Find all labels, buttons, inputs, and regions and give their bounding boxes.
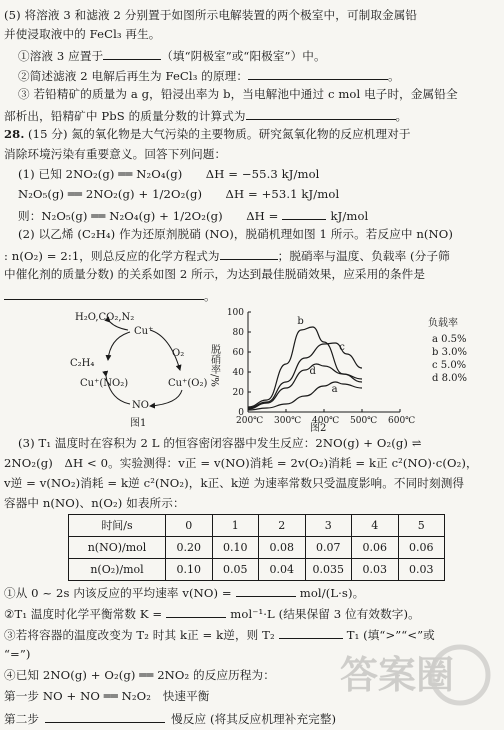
series-line-a (248, 382, 362, 410)
fig1-label-no: NO (132, 400, 149, 411)
question-3-4 (4, 712, 336, 726)
text-fragment: ②T₁ 温度时化学平衡常数 K = (4, 607, 163, 621)
chart-legend (428, 316, 467, 384)
figure-1-caption: 图1 (130, 418, 147, 428)
table-row (69, 537, 445, 559)
figure-1-cycle-diagram (70, 308, 220, 428)
answer-blank[interactable] (282, 209, 326, 220)
y-tick-label: 20 (232, 388, 244, 398)
text-fragment: T₁ (填“>”“<”或 (346, 628, 435, 642)
answer-blank[interactable] (103, 49, 161, 60)
text-fragment: 部析出，铅精矿中 PbS 的质量分数的计算式为 (4, 109, 246, 123)
text-line: 第一步 NO + NO ══ N₂O₂ 快速平衡 (4, 689, 210, 703)
figure-2-caption: 图2 (310, 423, 327, 432)
fig1-label-o2: O₂ (172, 348, 185, 359)
table-header-row (69, 515, 445, 537)
watermark-logo (340, 640, 500, 710)
x-tick-label: 200℃ (236, 416, 264, 426)
answer-blank[interactable] (236, 586, 296, 597)
table-cell: 0.03 (352, 559, 399, 581)
table-cell: 0.06 (398, 537, 445, 559)
table-cell: 0.07 (305, 537, 352, 559)
x-tick-label: 600℃ (388, 416, 416, 426)
text-line: (3) T₁ 温度时在容积为 2 L 的恒容密闭容器中发生反应：2NO(g) + O₂(g) ⇌ (18, 436, 422, 450)
series-label-a: a (331, 384, 338, 395)
text-line: (5) 将溶液 3 和滤液 2 分别置于如图所示电解装置的两个极室中，可制取金属铅 (4, 8, 418, 22)
text-line: (2) 以乙烯 (C₂H₄) 作为还原剂脱硝 (NO)，脱硝机理如图 1 所示。若反应中 n(NO) (18, 227, 454, 241)
question-3-1 (4, 586, 364, 600)
text-line: (15 分) 氮的氧化物是大气污染的主要物质。研究氮氧化物的反应机理对于 (28, 127, 411, 141)
table-header-cell: 5 (398, 515, 445, 537)
text-line: ③ 若铅精矿的质量为 a g，铅浸出率为 b，当电解池中通过 c mol 电子时，金属铅全 (18, 87, 458, 101)
text-line: 容器中 n(NO)、n(O₂) 如表所示： (4, 496, 185, 510)
chart-y-axis-label: 脱硝率/% (208, 344, 220, 387)
figure-2-chart (200, 304, 500, 432)
text-fragment: mol⁻¹·L (结果保留 3 位有效数字)。 (230, 607, 420, 621)
text-fragment: 慢反应 (将其反应机理补充完整) (171, 712, 337, 726)
fig1-label-cu-top: Cu⁺ (134, 326, 154, 337)
table-cell: 0.06 (352, 537, 399, 559)
table-cell: 0.08 (259, 537, 306, 559)
table-cell: 0.20 (166, 537, 213, 559)
y-tick-label: 0 (238, 408, 244, 418)
text-fragment: ①从 0 ~ 2s 内该反应的平均速率 v(NO) = (4, 586, 232, 600)
series-label-b: b (297, 316, 304, 327)
legend-item: a 0.5% (432, 334, 467, 345)
table-cell: 0.04 (259, 559, 306, 581)
table-cell: 0.05 (212, 559, 259, 581)
text-fragment: kJ/mol (330, 209, 369, 223)
legend-title: 负载率 (428, 318, 458, 329)
text-fragment: 则：N₂O₅(g) ══ N₂O₄(g) + 1/2O₂(g) ΔH = (18, 209, 279, 223)
table-cell: 0.10 (212, 537, 259, 559)
table-header-cell: 3 (305, 515, 352, 537)
table-row (69, 559, 445, 581)
answer-blank[interactable] (4, 289, 204, 300)
text-fragment: 。 (204, 289, 216, 303)
y-tick-label: 80 (232, 328, 244, 338)
x-tick-label: 400℃ (312, 416, 340, 426)
series-label-d: d (309, 366, 316, 377)
text-line: v逆 = v(NO₂)消耗 = k逆 c²(NO₂)，k正、k逆 为速率常数只受温度影响。不同时刻测得 (4, 476, 465, 490)
y-tick-label: 40 (232, 368, 244, 378)
fig1-label-c2h4: C₂H₄ (70, 358, 95, 369)
table-cell: n(NO)/mol (69, 537, 166, 559)
x-tick-label: 500℃ (350, 416, 378, 426)
legend-item: c 5.0% (432, 360, 467, 371)
text-line: 中催化剂的质量分数) 的关系如图 2 所示，为达到最佳脱硝效果，应采用的条件是 (4, 267, 426, 281)
fig1-arrow (108, 332, 130, 360)
question-5-3: 部析出，铅精矿中 PbS 的质量分数的计算式为 。 (4, 109, 408, 123)
chart-ticks (227, 308, 415, 426)
chart-series (248, 316, 362, 410)
table-header-cell: 时间/s (69, 515, 166, 537)
fig1-arrow (150, 390, 182, 406)
table-cell: 0.035 (305, 559, 352, 581)
table-header-cell: 4 (352, 515, 399, 537)
text-line (4, 289, 216, 303)
text-fragment: : n(O₂) = 2:1，则总反应的化学方程式为 (4, 249, 220, 263)
question-number: 28. (4, 127, 25, 141)
text-fragment: （填“阴极室”或“阳极室”）中。 (161, 49, 326, 63)
answer-blank[interactable] (279, 628, 343, 639)
fig1-label-products: H₂O,CO₂,N₂ (75, 312, 135, 323)
text-line: 2NO₂(g) ΔH < 0。实验测得：v正 = v(NO)消耗 = 2v(O₂)消耗 = k正 c²(NO)·c(O₂)， (4, 456, 478, 470)
text-fragment: ；脱硝率与温度、负载率 (分子筛 (277, 249, 450, 263)
fig1-label-cu-o2: Cu⁺(O₂) (168, 378, 208, 389)
y-tick-label: 60 (232, 348, 244, 358)
text-fragment: mol/(L·s)。 (299, 586, 365, 600)
table-header-cell: 1 (212, 515, 259, 537)
answer-blank[interactable] (246, 109, 396, 120)
equation-line: (1) 已知 2NO₂(g) ══ N₂O₄(g) ΔH = −55.3 kJ/mol (18, 167, 320, 181)
text-fragment: ②简述滤液 2 电解后再生为 FeCl₃ 的原理： (18, 69, 249, 83)
question-3-2 (4, 607, 420, 621)
series-label-c: c (339, 342, 345, 353)
text-fragment: ①溶液 3 应置于 (18, 49, 104, 63)
legend-item: d 8.0% (432, 373, 467, 384)
text-line: 消除环境污染有重要意义。回答下列问题： (4, 147, 227, 161)
text-line: ④已知 2NO(g) + O₂(g) ══ 2NO₂ 的反应历程为： (4, 668, 275, 682)
fig1-label-cu-no2: Cu⁺(NO₂) (80, 378, 129, 389)
text-line: 并使浸取液中的 FeCl₃ 再生。 (4, 27, 161, 41)
table-header-cell: 0 (166, 515, 213, 537)
text-line (4, 249, 450, 263)
equation-line: N₂O₅(g) ══ 2NO₂(g) + 1/2O₂(g) ΔH = +53.1 kJ/mol (18, 187, 340, 201)
question-5-1 (18, 49, 326, 63)
y-tick-label: 100 (226, 308, 244, 318)
fig1-arrow (110, 322, 128, 330)
text-fragment: ③若将容器的温度改变为 T₂ 时其 k正 = k逆，则 T₂ (4, 628, 275, 642)
text-line: “=”) (4, 647, 31, 661)
legend-item: b 3.0% (432, 347, 467, 358)
table-cell: 0.03 (398, 559, 445, 581)
table-cell: n(O₂)/mol (69, 559, 166, 581)
data-table (68, 514, 445, 581)
series-line-c (248, 343, 362, 408)
question-5-2: ②简述滤液 2 电解后再生为 FeCl₃ 的原理： 。 (18, 69, 400, 83)
answer-blank[interactable] (220, 249, 278, 260)
series-line-b (248, 327, 362, 407)
equation-line (18, 209, 368, 223)
watermark-text: 答案圈 (340, 652, 455, 697)
answer-blank[interactable] (166, 607, 226, 618)
table-header-cell: 2 (259, 515, 306, 537)
answer-blank[interactable] (45, 712, 165, 723)
text-fragment: 第二步 (4, 712, 40, 726)
answer-blank[interactable] (248, 69, 388, 80)
x-tick-label: 300℃ (274, 416, 302, 426)
table-cell: 0.10 (166, 559, 213, 581)
